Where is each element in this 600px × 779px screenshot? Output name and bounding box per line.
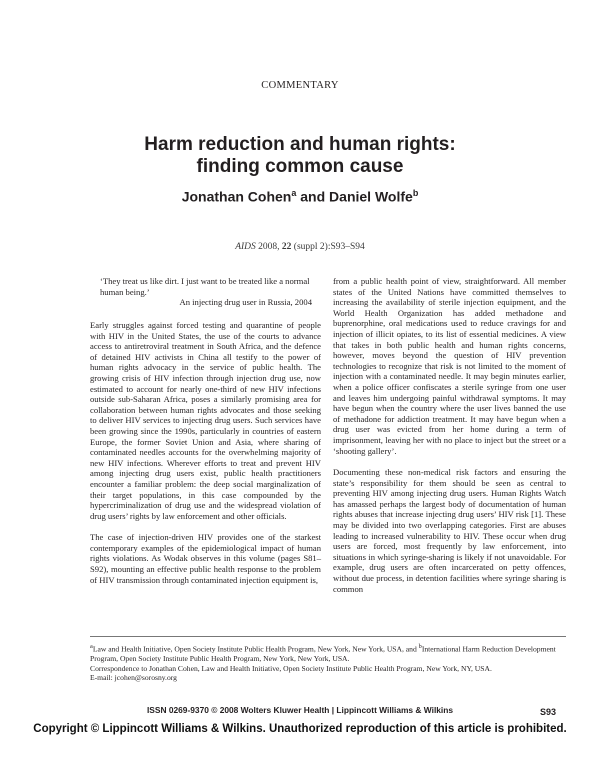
author-2-affil: b: [412, 188, 419, 198]
article-title: [0, 134, 600, 178]
author-1: Jonathan Cohen: [181, 188, 292, 205]
epigraph-source: An injecting drug user in Russia, 2004: [179, 297, 312, 308]
copyright-notice: Copyright © Lippincott Williams & Wilkins. Unauthorized reproduction of this article is prohibited.: [33, 723, 567, 735]
affil-a-marker: a: [90, 643, 93, 650]
citation-volume: 22: [281, 242, 292, 252]
page-number: S93: [540, 707, 557, 717]
title-line-2: finding common cause: [196, 156, 404, 177]
correspondence: Correspondence to Jonathan Cohen, Law and Health Initiative, Open Society Institute Public Health Program, New York, NY, USA.: [90, 663, 492, 673]
email[interactable]: E-mail: jcohen@sorosny.org: [90, 673, 177, 683]
left-column: [90, 320, 321, 596]
author-list: [0, 188, 600, 205]
epigraph-quote: ‘They treat us like dirt. I just want to be treated like a normal human being.’: [100, 276, 310, 297]
citation-journal: AIDS: [235, 242, 256, 252]
author-2: Daniel Wolfe: [329, 188, 413, 205]
affil-b: International Harm Reduction Development Program, Open Society Institute Public Health Program, New York, New York, USA.: [90, 644, 556, 664]
footnote-divider: [90, 636, 566, 637]
right-column: [333, 276, 566, 605]
paragraph: Documenting these non-medical risk factors and ensuring the state’s responsibility for them should be seen as central to preventing HIV among injecting drug users. Human Rights Watch has amassed perhaps the largest body of documentation of human rights abuses that increase injecting drug users’ HIV risk [1]. These may be divided into two overlapping categories. First are abuses leading to increased vulnerability to HIV. These occur when drug users are forced, most frequently by law enforcement, into situations in which syringe-sharing is likely if not unavoidable. For example, drug users are often incarcerated on petty offences, without due process, in detention facilities where syringe sharing is common: [333, 467, 566, 594]
epigraph: [100, 276, 312, 308]
paragraph: The case of injection-driven HIV provides one of the starkest contemporary examples of the epidemiological impact of human rights violations. As Wodak observes in this volume (pages S81–S92), mounting an effective public health response to the problem of HIV transmission through contaminated injection equipment is,: [90, 532, 321, 585]
citation: [0, 242, 600, 252]
section-label: COMMENTARY: [261, 80, 339, 91]
journal-footer: ISSN 0269-9370 © 2008 Wolters Kluwer Health | Lippincott Williams & Wilkins: [146, 705, 454, 715]
author-conjunction: and: [296, 188, 330, 205]
affil-a: Law and Health Initiative, Open Society Institute Public Health Program, New York, New York, USA, and: [92, 644, 419, 654]
author-1-affil: a: [291, 188, 297, 198]
affil-b-marker: b: [418, 643, 422, 650]
citation-pages: (suppl 2):S93–S94: [291, 242, 365, 252]
footnotes: [90, 642, 566, 683]
title-line-1: Harm reduction and human rights:: [144, 134, 456, 155]
citation-year: 2008,: [255, 242, 282, 252]
paragraph: Early struggles against forced testing and quarantine of people with HIV in the United States, the use of the courts to advance access to antiretroviral treatment in South Africa, and the defence of detained HIV activists in China all testify to the power of human rights advocacy in the service of public health. The growing crisis of HIV infection through injection drug use, now estimated to account for nearly one-third of new HIV infections outside sub-Saharan Africa, poses a similarly promising area for collaboration between human rights advocates and those seeking to deliver HIV services to injecting drug users. Such services have been growing since the 1990s, particularly in countries of eastern Europe, the former Soviet Union and Asia, where sharing of contaminated needles accounts for the overwhelming majority of new HIV infections. Wherever efforts to treat and prevent HIV among injecting drug users exist, public health practitioners encounter a familiar problem: the deep social marginalization of their target populations, in this case compounded by the hypercriminalization of drug use and the widespread violation of drug users’ rights by law enforcement and other officials.: [90, 320, 321, 521]
paragraph: from a public health point of view, straightforward. All member states of the United Nations have committed themselves to increasing the availability of sterile injection equipment, and the World Health Organization has added methadone and buprenorphine, oral medications used to reduce cravings for and injection of illicit opiates, to its list of essential medicines. A view that takes in both public health and human rights concerns, however, moves beyond the question of HIV prevention technologies to recognize that risk is not limited to the moment of injection with a contaminated needle. It may begin minutes earlier, when a police officer confiscates a sterile syringe from one user and leaves him undergoing painful withdrawal symptoms. It may have begun when the country where the user lives banned the use of methadone for addiction treatment. It may have begun when a drug user was evicted from her home during a term of imprisonment, leaving her with no place to inject but the street or a ‘shooting gallery’.: [333, 276, 566, 456]
affiliations: [90, 642, 566, 664]
